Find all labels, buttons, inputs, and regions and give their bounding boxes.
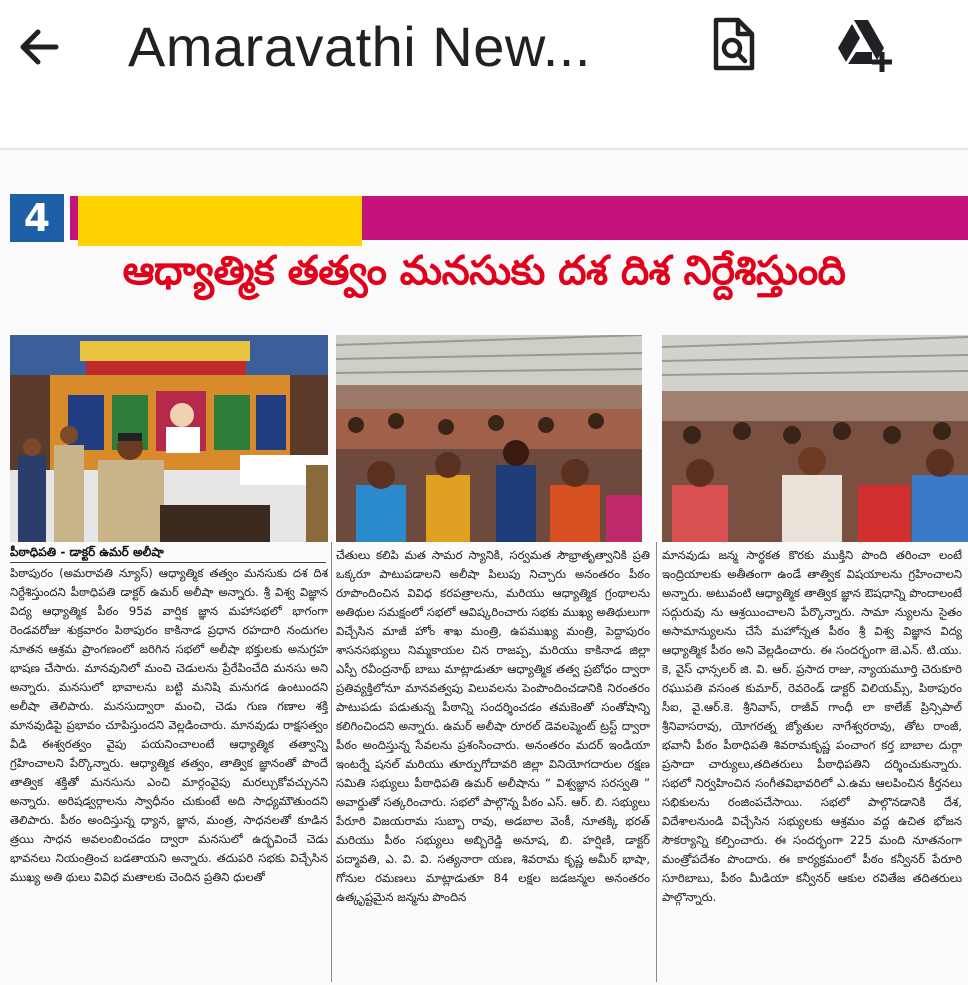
document-search-icon	[704, 14, 764, 74]
drive-add-icon	[832, 14, 896, 74]
photo-crowd-left	[336, 335, 642, 542]
newspaper-page	[0, 150, 968, 985]
column-divider	[656, 542, 657, 982]
article-column-1: పిఠాపురం (అమరావతి న్యూస్) ఆధ్యాత్మిక తత్వం మనసుకు దశ దిశ నిర్దేశిస్తుందని పీఠాధిపతి డాక్టర్ ఉమర్ అలీషా అన్నారు. శ్రీ విశ్వ విజ్ఞాన విద్య ఆధ్యాత్మిక పీఠం 95వ వార్షిక జ్ఞాన మహాసభలో భాగంగా రెండవరోజు శుక్రవారం పిఠాపురం కాకినాడ ప్రధాన రహదారి నందుగల నూతన ఆశ్రమ ప్రాంగణంలో జరిగిన సభలో అలీషా భక్తులకు అనుగ్రహ భాషణ చేసారు. మానవునిలో మంచి చెడులను ప్రేరేపించేది మనసు అని అన్నారు. మనసులో భావాలను బట్టి మనిషి మనుగడ ఉంటుందని అలీషా తెలిపారు. మనసుద్వారా మంచి, చెడు గుణ గణాల శక్తి మానవుడిపై ప్రభావం చూపిస్తుందని వెల్లడించారు. మానవుడు రాక్షసత్వం వీడి ఈశ్వరత్వం వైపు పయనించాలంటే ఆధ్యాత్మిక తత్వాన్ని గ్రహించాలని పేర్కొన్నారు. ఆధ్యాత్మిక తత్వం, తాత్విక జ్ఞానంతో పొందే తాత్విక శక్తితో మనసును ఎంచి మార్గంవైపు మరల్చుకోవచ్చునని అన్నారు. అరిషడ్వర్గాలను స్వాధీనం చుకుంటే అది సాధ్యమౌతుందని తెలిపారు. పీఠం అందిస్తున్న ధ్యాన, జ్ఞాన, మంత్ర, సాధనలతో కూడిన త్రయి సాధన అవలంబించడం ద్వారా మనసులో ఉద్భవించే చెడు భావనలు నియంత్రించ బడతాయని అన్నారు. తదుపరి సభకు విచ్చేసిన ముఖ్య అతి థులు వివిధ మతాలకు చెందిన ప్రతిని ధులతో	[10, 566, 328, 884]
find-in-document-button[interactable]	[704, 14, 764, 74]
article-column-2: చేతులు కలిపి మత సామర స్యానికి, సర్వమత సౌభ్రాతృత్వానికి ప్రతి ఒక్కరూ పాటుపడాలని అలీషా పిలుపు నిచ్చారు అనంతరం పీఠం రూపొందించిన వివిధ కరపత్రాలను, మరియు ఆధ్యాత్మిక గ్రంథాలను అతిథుల సమక్షంలో సభలో ఆవిష్కరించారు సభకు ముఖ్య అతిథులుగా విచ్చేసిన మాజీ హోం శాఖ మంత్రి, ఉపముఖ్య మంత్రి, పెద్దాపురం శాసనసభ్యులు నిమ్మకాయల చిన రాజప్ప, మరియు కాకినాడ జిల్లా ఎస్పీ రవీంద్రనాథ్ బాబు మాట్లాడుతూ ఆధ్యాత్మిక తత్వ ప్రబోధం ద్వారా ప్రతివ్యక్తిలోనూ మానవత్వపు విలువలను పెంపొందించడానికి నిరంతరం పాటుపడు పడుతున్న పీఠాన్ని సందర్శించడం తమకెంతో సంతోషాన్ని కలిగించిందని అన్నారు. ఉమర్ అలీషా రూరల్ డెవలప్మెంట్ ట్రస్ట్ ద్వారా పీఠం అందిస్తున్న సేవలను ప్రశంసించారు. అనంతరం మదర్ ఇండియా ఇంటర్నే షనల్ మరియు తూర్పుగోదావరి జిల్లా వినియోగదారుల రక్షణ సమితి సభ్యులు పీఠాధిపతి ఉమర్ అలీషాను “ విశ్వజ్ఞాన సరస్వతి ” అవార్డుతో సత్కరించారు. సభలో పాల్గొన్న పీఠం ఎస్. ఆర్. బి. సభ్యులు పేరూరి విజయరామ సుబ్బా రావు, అడబాల వెంకీ, నూతక్కి భరత్ మరియు పీఠం సభ్యులు అబ్బిరెడ్డి అనూష, బి. హర్షిణి, డాక్టర్ పద్మావతి, ఎ. వి. వి. సత్యనారా యణ, శివరామ కృష్ణ అమీర్ భాషా, గోనుల రమణలు మాట్లాడుతూ 84 లక్షల జడజన్మల అనంతరం ఉత్కృష్టమైన జన్మను పొందిన	[336, 548, 650, 904]
app-bar	[0, 0, 968, 150]
add-to-drive-button[interactable]	[832, 14, 892, 74]
arrow-left-icon	[12, 20, 66, 74]
page-number-box: 4	[10, 194, 64, 242]
article-headline: ఆధ్యాత్మిక తత్వం మనసుకు దశ దిశ నిర్దేశిస్తుంది	[122, 248, 846, 294]
column-divider	[331, 542, 332, 982]
photo-stage-speaker	[10, 335, 328, 542]
photo-crowd-right	[662, 335, 968, 542]
highlight-strip	[78, 196, 362, 246]
app-title: Amaravathi New...	[128, 15, 591, 78]
photo-caption: పీఠాధిపతి - డాక్టర్ ఉమర్ అలీషా	[10, 542, 326, 563]
article-column-3: మానవుడు జన్మ సార్థకత కొరకు ముక్తిని పొంది తరించా లంటే ఇంద్రియాలకు అతీతంగా ఉండే తాత్విక విషయాలను గ్రహించాలని అన్నారు. అటువంటి ఆధ్యాత్మిక తాత్విక జ్ఞాన ఔషధాన్ని పొందాలంటే సద్గురువు ను ఆశ్రయించాలని పేర్కొన్నారు. సామా న్యులను సైతం అసామాన్యులను చేసే మహోన్నత పీఠం శ్రీ విశ్వ విజ్ఞాన విద్య ఆధ్యాత్మిక పీఠం అని వెల్లడించారు. ఈ సందర్భంగా జె.ఎన్. టి.యు. కె, వైస్ ఛాన్సలర్ జి. వి. ఆర్. ప్రసాద రాజు, న్యాయమూర్తి చెరుకూరి రఘుపతి వసంత కుమార్, రెవరెండ్ డాక్టర్ విలియమ్స్, పిఠాపురం సీఐ, వై.ఆర్.కె. శ్రీనివాస్, రాజీవ్ గాంధీ లా కాలేజ్ ప్రిన్సిపాల్ శ్రీనివాసరావు, యోగరత్న జ్యోతుల నాగేశ్వరరావు, తోట రాంజీ, భవానీ పీఠం పీఠాధిపతి శివరామకృష్ణ పంచాంగ కర్త బాబాల దుర్గా ప్రసాదా చార్యులు,తదితరులు పీఠాధిపతిని దర్శించుకున్నారు. సభలో నిర్వహించిన సంగీతవిభావరిలో ఎ.ఉమ ఆలపించిన కీర్తనలు సభికులను రంజింపచేసాయి. సభలో పాల్గొనడానికి దేశ, విదేశాలనుండి విచ్చేసిన సభ్యులకు ఆశ్రమం వద్ద ఉచిత భోజన సౌకర్యాన్ని కల్పించారు. ఈ సందర్భంగా 225 మంది నూతనంగా మంత్రోపదేశం పొందారు. ఈ కార్యక్రమంలో పీఠం కన్వీనర్ పేరూరి సూరిబాబు, పీఠం మీడియా కన్వీనర్ ఆకుల రవితేజ తదితరులు పాల్గొన్నారు.	[662, 548, 962, 904]
back-button[interactable]	[12, 20, 66, 74]
